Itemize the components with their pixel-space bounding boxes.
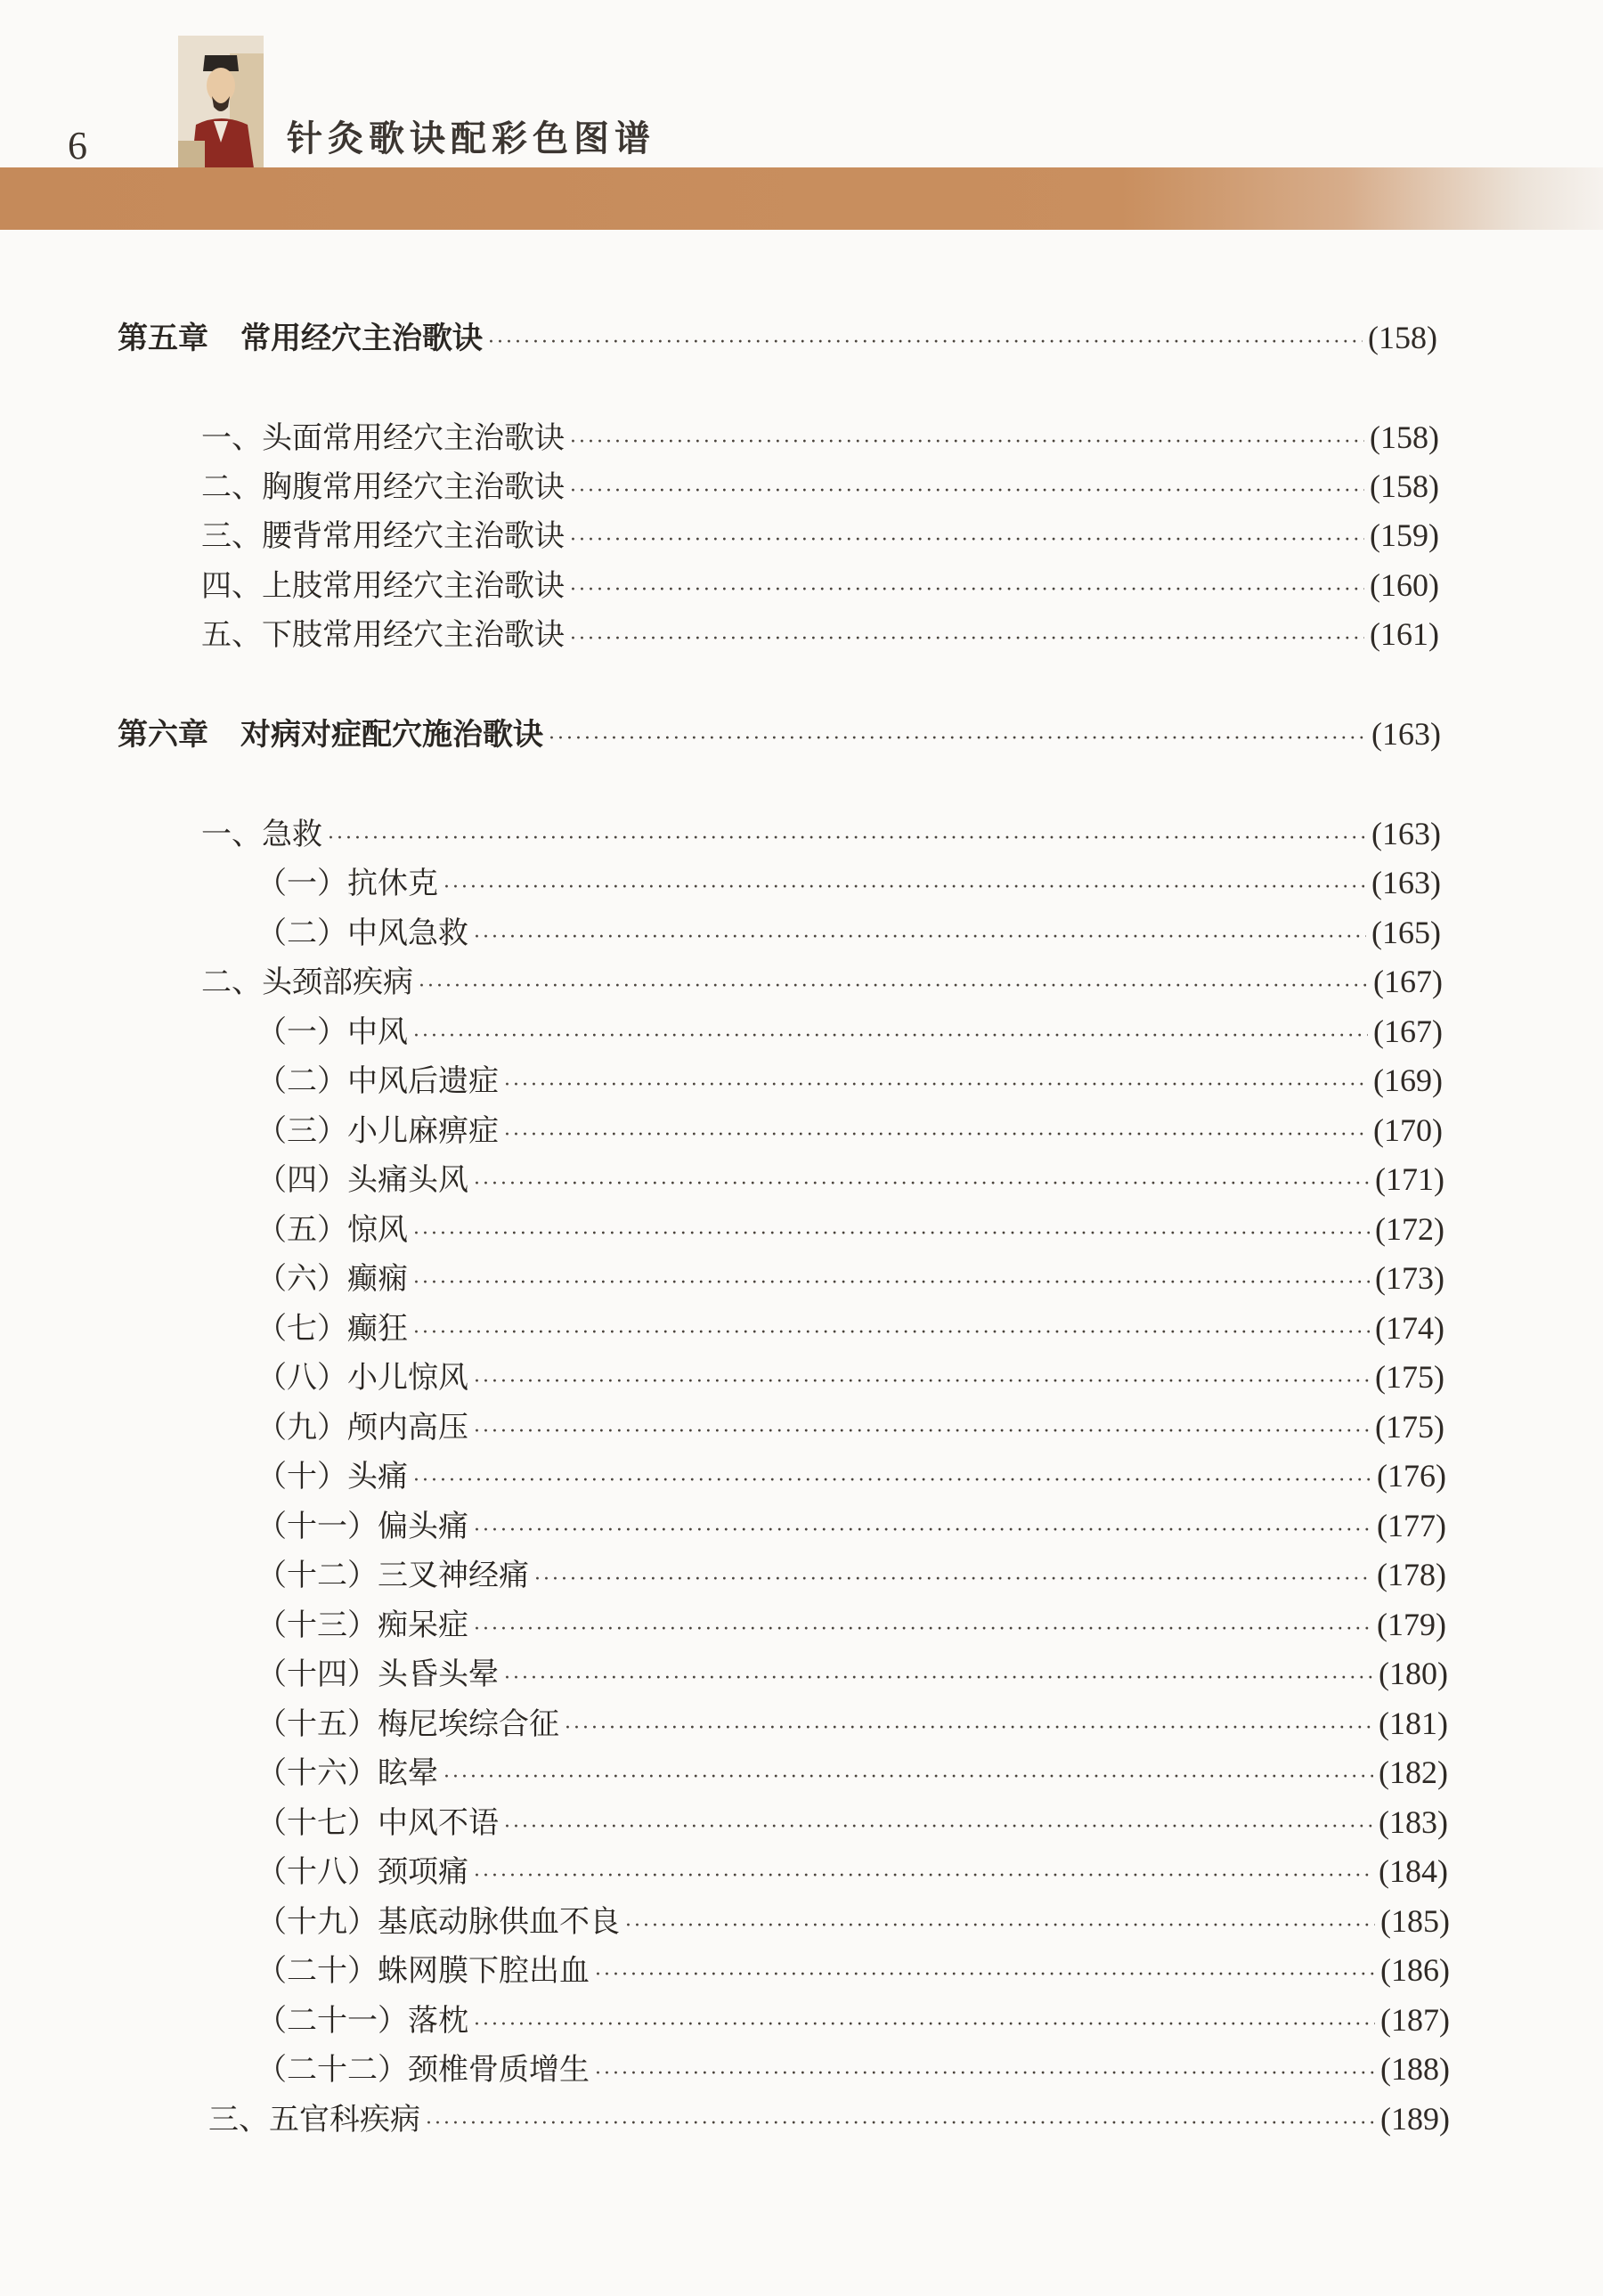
entry-title: 一、急救	[201, 817, 322, 852]
dot-leader	[570, 579, 1364, 601]
dot-leader	[570, 529, 1364, 551]
toc-subsection[interactable]	[256, 1600, 1446, 1644]
dot-leader	[413, 1272, 1370, 1294]
dot-leader	[474, 1519, 1371, 1542]
toc-section[interactable]	[201, 610, 1439, 654]
entry-title: （十六）眩晕	[256, 1755, 438, 1791]
chapter-title: 对病对症配穴施治歌诀	[240, 717, 543, 753]
entry-title: （十八）颈项痛	[256, 1854, 468, 1890]
book-title: 针灸歌诀配彩色图谱	[287, 118, 655, 159]
page-ref: (167)	[1373, 964, 1443, 999]
page-ref: (160)	[1370, 567, 1439, 603]
dot-leader	[474, 1371, 1370, 1393]
dot-leader	[504, 1124, 1368, 1146]
entry-title: （二十一）落枕	[256, 2003, 468, 2039]
dot-leader	[595, 2063, 1375, 2085]
dot-leader	[625, 1915, 1375, 1937]
page-ref: (163)	[1371, 716, 1441, 752]
entry-title: （十）头痛	[256, 1459, 408, 1494]
chapter-heading	[118, 710, 543, 753]
dot-leader	[549, 728, 1366, 750]
page-ref: (171)	[1375, 1161, 1444, 1197]
entry-title: 三、腰背常用经穴主治歌诀	[201, 518, 565, 554]
toc-subsection[interactable]	[256, 2045, 1450, 2088]
page-ref: (178)	[1377, 1557, 1446, 1592]
page-ref: (169)	[1373, 1063, 1443, 1098]
page-ref: (177)	[1377, 1508, 1446, 1543]
toc-subsection[interactable]	[256, 859, 1441, 902]
entry-title: 一、头面常用经穴主治歌诀	[201, 420, 565, 456]
page-ref: (183)	[1379, 1804, 1448, 1840]
page-ref: (158)	[1368, 320, 1437, 355]
dot-leader	[443, 876, 1366, 899]
toc-subsection[interactable]	[256, 908, 1441, 952]
dot-leader	[474, 1865, 1373, 1887]
page-ref: (174)	[1375, 1310, 1444, 1346]
entry-title: （四）头痛头风	[256, 1162, 468, 1198]
dot-leader	[570, 628, 1364, 650]
entry-title: （二）中风急救	[256, 916, 468, 951]
toc-subsection[interactable]	[256, 1748, 1448, 1792]
page-ref: (158)	[1370, 419, 1439, 455]
toc-subsection[interactable]	[256, 1106, 1443, 1150]
entry-title: （二十二）颈椎骨质增生	[256, 2052, 590, 2088]
dot-leader	[443, 1766, 1373, 1788]
page-ref: (158)	[1370, 468, 1439, 504]
entry-title: 五、下肢常用经穴主治歌诀	[201, 617, 565, 653]
toc-chapter-6[interactable]	[118, 710, 1441, 753]
toc-section[interactable]	[201, 511, 1439, 555]
toc-subsection[interactable]	[256, 1205, 1444, 1249]
entry-title: （八）小儿惊风	[256, 1360, 468, 1396]
dot-leader	[328, 827, 1366, 850]
entry-title: （十一）偏头痛	[256, 1509, 468, 1544]
toc-subsection[interactable]	[256, 1551, 1446, 1594]
dot-leader	[426, 2113, 1375, 2135]
dot-leader	[413, 1025, 1368, 1047]
page-ref: (185)	[1380, 1903, 1450, 1939]
toc-section[interactable]	[201, 810, 1441, 853]
dot-leader	[534, 1568, 1371, 1591]
entry-title: （十七）中风不语	[256, 1805, 499, 1841]
chapter-label: 第五章	[118, 321, 208, 356]
toc-subsection[interactable]	[256, 1699, 1448, 1743]
dot-leader	[474, 1618, 1371, 1641]
entry-title: （十九）基底动脉供血不良	[256, 1904, 620, 1940]
entry-title: （二）中风后遗症	[256, 1063, 499, 1099]
page-ref: (173)	[1375, 1260, 1444, 1296]
portrait-illustration	[178, 36, 264, 175]
toc-subsection[interactable]	[256, 1403, 1444, 1446]
page-ref: (187)	[1380, 2002, 1450, 2038]
entry-title: （七）癫狂	[256, 1311, 408, 1347]
dot-leader	[504, 1074, 1368, 1096]
entry-title: （一）中风	[256, 1014, 408, 1050]
entry-title: （三）小儿麻痹症	[256, 1113, 499, 1149]
entry-title: （九）颅内高压	[256, 1410, 468, 1445]
toc-subsection[interactable]	[256, 1996, 1450, 2040]
page-ref: (186)	[1380, 1952, 1450, 1988]
page-ref: (175)	[1375, 1409, 1444, 1445]
toc-subsection[interactable]	[256, 1007, 1443, 1051]
entry-title: 四、上肢常用经穴主治歌诀	[201, 568, 565, 604]
dot-leader	[413, 1223, 1370, 1245]
page-ref: (188)	[1380, 2051, 1450, 2087]
toc-subsection[interactable]	[256, 1649, 1448, 1693]
toc-section[interactable]	[208, 2095, 1450, 2138]
dot-leader	[474, 2014, 1375, 2036]
dot-leader	[504, 1816, 1373, 1838]
toc-section[interactable]	[201, 462, 1439, 506]
entry-title: （六）癫痫	[256, 1261, 408, 1297]
toc-section[interactable]	[201, 413, 1439, 457]
entry-title: （二十）蛛网膜下腔出血	[256, 1953, 590, 1989]
dot-leader	[570, 480, 1364, 502]
page-ref: (159)	[1370, 517, 1439, 553]
page-ref: (161)	[1370, 616, 1439, 652]
page-ref: (175)	[1375, 1359, 1444, 1395]
chapter-label: 第六章	[118, 717, 208, 753]
chapter-heading	[118, 313, 483, 357]
page-ref: (179)	[1377, 1607, 1446, 1642]
toc-subsection[interactable]	[256, 1353, 1444, 1396]
dot-leader	[570, 431, 1364, 453]
page-ref: (180)	[1379, 1656, 1448, 1691]
dot-leader	[419, 975, 1368, 997]
dot-leader	[413, 1322, 1370, 1344]
entry-title: （十五）梅尼埃综合征	[256, 1706, 559, 1742]
page-ref: (176)	[1377, 1458, 1446, 1494]
dot-leader	[595, 1964, 1375, 1986]
dot-leader	[474, 1421, 1370, 1443]
dot-leader	[413, 1470, 1371, 1492]
page-ref: (184)	[1379, 1853, 1448, 1889]
entry-title: 三、五官科疾病	[208, 2102, 420, 2137]
dot-leader	[488, 331, 1363, 354]
toc-subsection[interactable]	[256, 1847, 1448, 1891]
page-ref: (165)	[1371, 915, 1441, 950]
page-ref: (170)	[1373, 1112, 1443, 1148]
toc-chapter-5[interactable]	[118, 313, 1437, 357]
toc-section[interactable]	[201, 561, 1439, 605]
chapter-title: 常用经穴主治歌诀	[240, 321, 483, 356]
toc-subsection[interactable]	[256, 1798, 1448, 1842]
dot-leader	[565, 1717, 1373, 1739]
page-ref: (181)	[1379, 1706, 1448, 1741]
dot-leader	[474, 1173, 1370, 1195]
toc-subsection[interactable]	[256, 1304, 1444, 1347]
page-ref: (167)	[1373, 1014, 1443, 1049]
entry-title: （五）惊风	[256, 1212, 408, 1248]
toc-section[interactable]	[201, 957, 1443, 1001]
page-ref: (163)	[1371, 865, 1441, 900]
page-ref: (189)	[1380, 2101, 1450, 2137]
entry-title: （一）抗休克	[256, 866, 438, 901]
entry-title: （十四）头昏头晕	[256, 1657, 499, 1692]
toc-subsection[interactable]	[256, 1254, 1444, 1298]
entry-title: 二、胸腹常用经穴主治歌诀	[201, 469, 565, 505]
dot-leader	[504, 1667, 1373, 1689]
entry-title: 二、头颈部疾病	[201, 965, 413, 1000]
page-number: 6	[68, 124, 87, 167]
page-ref: (163)	[1371, 816, 1441, 851]
page-ref: (172)	[1375, 1211, 1444, 1247]
toc-subsection[interactable]	[256, 1056, 1443, 1100]
toc-subsection[interactable]	[256, 1155, 1444, 1199]
entry-title: （十二）三叉神经痛	[256, 1558, 529, 1593]
toc-subsection[interactable]	[256, 1502, 1446, 1545]
toc-subsection[interactable]	[256, 1452, 1446, 1495]
toc-subsection[interactable]	[256, 1897, 1450, 1941]
toc-subsection[interactable]	[256, 1946, 1450, 1990]
header-band	[0, 167, 1603, 230]
dot-leader	[474, 926, 1366, 949]
entry-title: （十三）痴呆症	[256, 1608, 468, 1643]
page-ref: (182)	[1379, 1755, 1448, 1790]
